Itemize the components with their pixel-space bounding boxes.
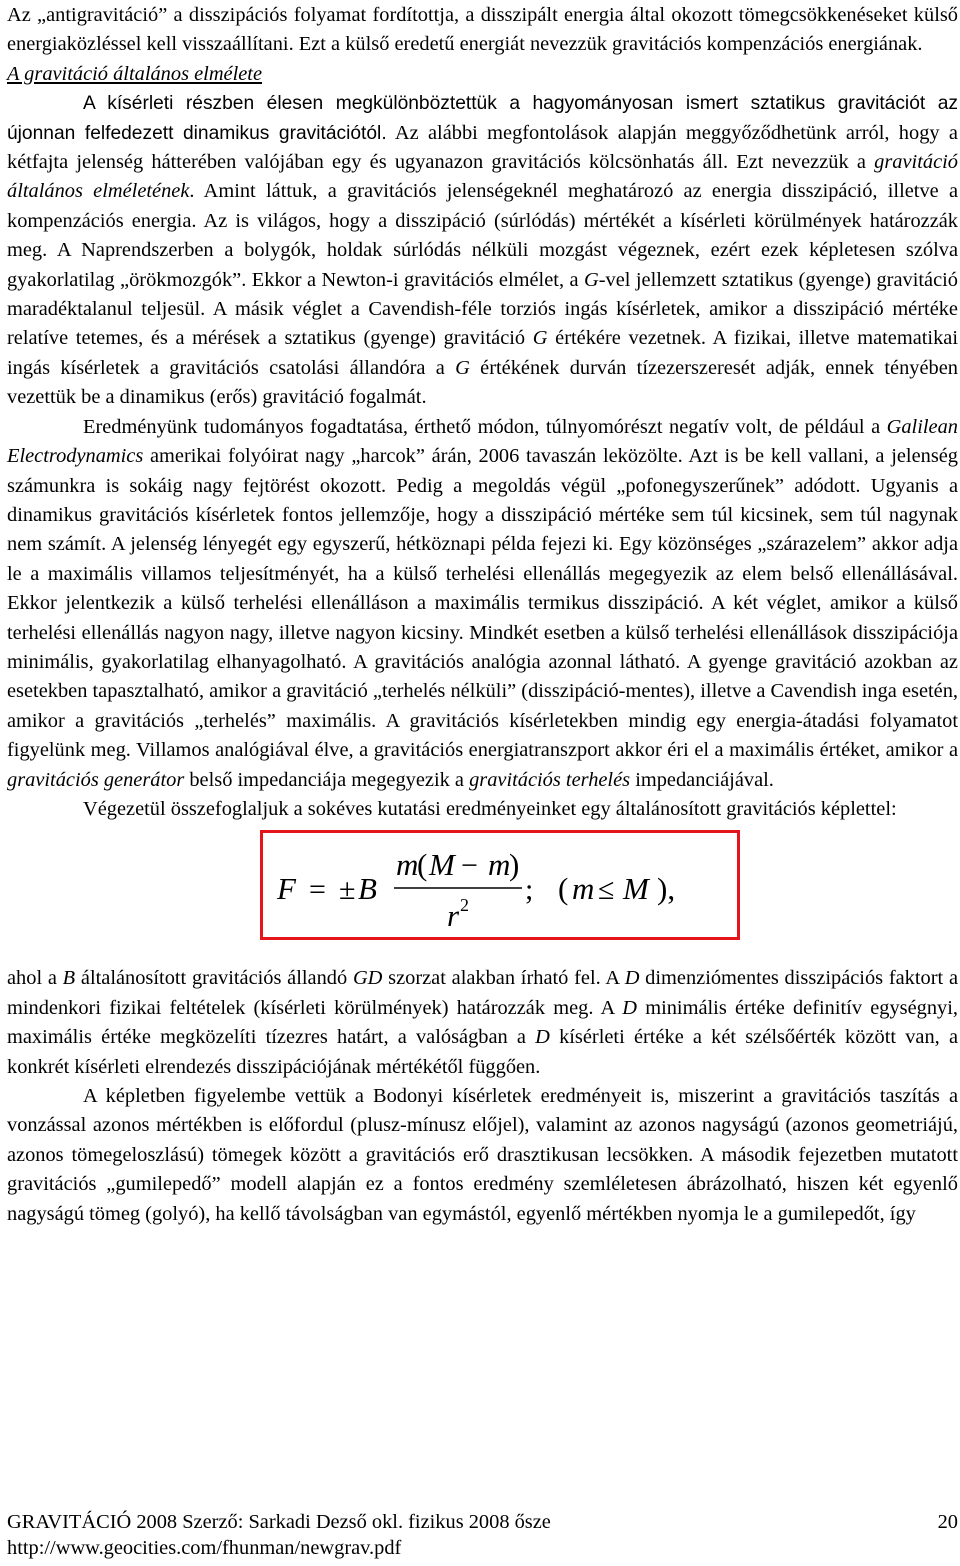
emphasis-text: gravitációs generátor [7,768,185,791]
text-run: belső impedanciája megegyezik a [184,768,470,791]
intro-paragraph: Az „antigravitáció” a disszipációs folyamat fordítottja, a disszipált energia által okozott tömegcsökkenéseket külső energiaközléssel kell visszaállítani. Ezt a külső eredetű energiát nevezzük gravitációs kompenzációs energiának. [7,4,958,56]
formula-num-close: ) [509,847,520,883]
formula-equals: = [309,873,326,907]
formula-num-m: m [396,847,419,883]
formula-num-M: M [429,847,455,883]
footer-line [7,1508,958,1536]
formula-num-minus: − [461,849,478,883]
text-run: minimális értéke definitív egységnyi, maximális értéke megközelíti tízezres határt, a valóságban a [7,996,958,1049]
text-run: értékének durván tízezerszeresét adják, ennek tényében vezettük be a dinamikus (erős) gravitáció fogalmát. [7,356,958,409]
formula-plusminus: ± [339,873,356,907]
section-heading: A gravitáció általános elmélete [7,62,263,85]
formula-cond-close: ), [657,871,676,907]
symbol-GD: GD [352,967,383,990]
symbol-D: D [535,1026,550,1049]
formula-frame [260,830,740,940]
formula-F: F [277,871,296,907]
formula-den-exp: 2 [460,895,469,916]
paragraph-general-theory [7,89,958,412]
text-run: impedanciájával. [630,768,774,791]
formula-num-open: ( [417,847,428,883]
formula-num-m2: m [488,847,511,883]
text-run: kísérleti értéke a két szélsőérték között van, a konkrét kísérleti elrendezés disszipációjának mértékétől függően. [7,1026,958,1078]
text-run: dimenziómentes disszipációs faktort a mindenkori fizikai feltételek (kísérleti körülmények) határozzák meg. A [7,967,958,1019]
emphasis-text: gravitáció általános elméletének [7,151,958,203]
footer-credit: GRAVITÁCIÓ 2008 Szerző: Sarkadi Dezső okl. fizikus 2008 ősze [7,1511,551,1533]
text-run: Eredményünk tudományos fogadtatása, érthető módon, túlnyomórészt negatív volt, de például a [83,415,887,438]
formula-B: B [358,871,377,907]
formula-den-r: r [447,898,460,934]
text-run: ahol a [7,967,63,990]
symbol-B: B [62,967,76,990]
formula-cond-le: ≤ [598,873,615,907]
paragraph-constants [7,964,958,1082]
formula-block [7,830,958,950]
formula-cond-open: ( [558,871,569,907]
formula-cond-m: m [572,871,595,907]
formula-semicolon: ; [525,873,534,907]
page-number: 20 [937,1511,958,1533]
formula-cond-M: M [623,871,649,907]
paragraph-summary-intro: Végezetül összefoglaljuk a sokéves kutatási eredményeinket egy általánosított gravitációs képlettel: [83,797,897,820]
paragraph-reception [7,413,958,795]
text-run: -vel jellemzett sztatikus (gyenge) gravitáció maradéktalanul teljesül. A másik véglet a Cavendish-féle torziós ingás kísérletek, amikor a disszipáció mértéke relatíve tetemes, és a mérések a sztatikus (gyenge) gravitáció [7,268,958,350]
symbol-G: G [532,327,548,350]
footer-url-link[interactable]: http://www.geocities.com/fhunman/newgrav.pdf [7,1537,402,1559]
symbol-D: D [622,996,638,1019]
document-page [7,0,958,1229]
text-run: amerikai folyóirat nagy „harcok” árán, 2006 tavaszán leközölte. Azt is be kell vallani, a jelenség számunkra is sokáig nagy fejtörést okozott. Pedig a megoldás végül „pofonegyszerűnek” adódott. Ugyanis a dinamikus gravitációs kísérletek fontos jellemzője, hogy a disszipáció mértéke sem túl kicsinek, sem túl nagynak nem számít. A jelenség lényegét egy egyszerű, hétköznapi példa fejezi ki. Egy közönséges „szárazelem” akkor adja le a maximális villamos teljesítményét, ha a külső terhelési ellenállás megegyezik az elem belső ellenállásával. Ekkor jelentkezik a külső terhelési ellenálláson a maximális termikus disszipáció. A két véglet, amikor a külső terhelési ellenállás nagyon nagy, illetve nagyon kicsiny. Mindkét esetben a külső terhelési ellenállások disszipációja minimális, gyakorlatilag elhanyagolható. A gravitációs analógia azonnal látható. A gyenge gravitáció azokban az esetekben tapasztalható, amikor a gravitáció „terhelés nélküli” (disszipáció-mentes), illetve a Cavendish inga esetén, amikor a gravitációs „terhelés” maximális. A gravitációs kísérletekben mindig egy energia-átadási folyamatot figyelünk meg. Villamos analógiával élve, a gravitációs energiatranszport akkor éri el a maximális értéket, amikor a [7,445,958,762]
symbol-D: D [624,967,640,990]
text-run: értékére vezetnek. A fizikai, illetve matematikai ingás kísérletek a gravitációs csatolási állandóra a [7,327,959,379]
paragraph-bodonyi: A képletben figyelembe vettük a Bodonyi kísérletek eredményeit is, miszerint a gravitációs taszítás a vonzással azonos mértékben is előfordul (plusz-mínusz előjel), valamint az azonos nagyságú (azonos geometriájú, azonos tömegeloszlású) tömegek között a gravitációs erő drasztikusan lecsökken. A második fejezetben mutatott gravitációs „gumilepedő” modell alapján ez a fontos eredmény szemléletesen ábrázolható, hiszen két egyenlő nagyságú tömeg (golyó), ha kellő távolságban van egymástól, egyenlő mértékben nyomja le a gumilepedőt, így [7,1085,958,1225]
gravity-formula [263,833,737,937]
symbol-G: G [455,356,470,379]
text-run: általánosított gravitációs állandó [75,967,353,990]
text-run: Az alábbi megfontolások alapján meggyőződhetünk arról, hogy a kétfajta jelenség hátterében valójában egy és ugyanazon gravitációs kölcsönhatás áll. Ezt nevezzük a [7,121,958,174]
symbol-G: G [584,268,599,291]
text-run: . Amint láttuk, a gravitációs jelenségeknél meghatározó az energia disszipáció, illetve a kompenzációs energia. Az is világos, hogy a disszipáció (súrlódás) mértékét a kísérleti körülmények határozzák meg. A Naprendszerben a bolygók, holdak súrlódás nélküli mozgást végeznek, ezért ezek képletesen szólva gyakorlatilag „örökmozgók”. Ekkor a Newton-i gravitációs elmélet, a [7,180,958,291]
page-footer [7,1508,958,1560]
paragraph-sans-sentence: A kísérleti részben élesen megkülönböztettük a hagyományosan ismert sztatikus gravitációt az újonnan felfedezett dinamikus gravitációtól. [7,93,958,144]
journal-title: Galilean Electrodynamics [7,415,958,468]
text-run: szorzat alakban írható fel. A [382,967,625,990]
emphasis-text: gravitációs terhelés [469,768,631,791]
